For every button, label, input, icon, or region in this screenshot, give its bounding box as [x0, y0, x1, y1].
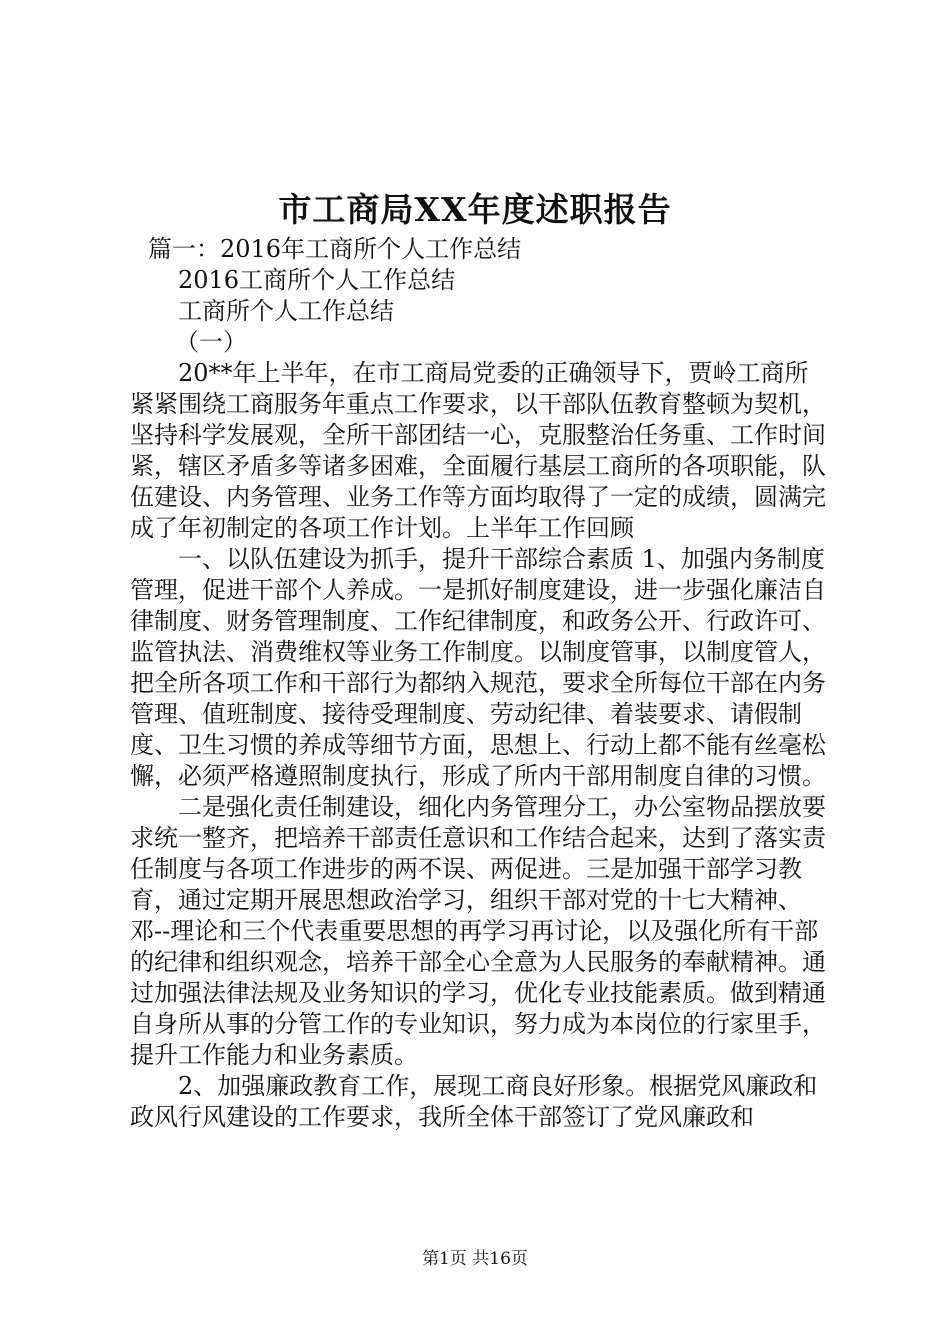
body-paragraph: 二是强化责任制建设，细化内务管理分工，办公室物品摆放要求统一整齐，把培养干部责任意识和工作结合起来，达到了落实责任制度与各项工作进步的两不误、两促进。三是加强干部学习教育，通过定期开展思想政治学习，组织干部对党的十七大精神、邓--理论和三个代表重要思想的再学习再讨论，以及强化所有干部的纪律和组织观念，培养干部全心全意为人民服务的奉献精神。通过加强法律法规及业务知识的学习，优化专业技能素质。做到精通自身所从事的分管工作的专业知识，努力成为本岗位的行家里手，提升工作能力和业务素质。 [130, 793, 826, 1069]
heading-line: 篇一：2016年工商所个人工作总结 [148, 235, 522, 263]
heading-line: 2016工商所个人工作总结 [178, 266, 456, 294]
section-marker: （一） [175, 328, 247, 356]
body-paragraph: 2、加强廉政教育工作，展现工商良好形象。根据党风廉政和政风行风建设的工作要求，我所全体干部签订了党风廉政和 [130, 1072, 818, 1131]
document-body [130, 234, 832, 1133]
document-title: 市工商局XX年度述职报告 [278, 190, 672, 229]
body-paragraph: 20**年上半年，在市工商局党委的正确领导下，贾岭工商所紧紧围绕工商服务年重点工作要求，以干部队伍教育整顿为契机，坚持科学发展观，全所干部团结一心，克服整治任务重、工作时间紧，辖区矛盾多等诸多困难，全面履行基层工商所的各项职能，队伍建设、内务管理、业务工作等方面均取得了一定的成绩，圆满完成了年初制定的各项工作计划。上半年工作回顾 [130, 359, 826, 542]
page-footer: 第1页 共16页 [422, 1249, 528, 1269]
body-paragraph: 一、以队伍建设为抓手，提升干部综合素质 1、加强内务制度管理，促进干部个人养成。一是抓好制度建设，进一步强化廉洁自律制度、财务管理制度、工作纪律制度，和政务公开、行政许可、监管执法、消费维权等业务工作制度。以制度管事，以制度管人，把全所各项工作和干部行为都纳入规范，要求全所每位干部在内务管理、值班制度、接待受理制度、劳动纪律、着装要求、请假制度、卫生习惯的养成等细节方面，思想上、行动上都不能有丝毫松懈，必须严格遵照制度执行，形成了所内干部用制度自律的习惯。 [130, 545, 826, 790]
heading-line: 工商所个人工作总结 [178, 297, 394, 325]
